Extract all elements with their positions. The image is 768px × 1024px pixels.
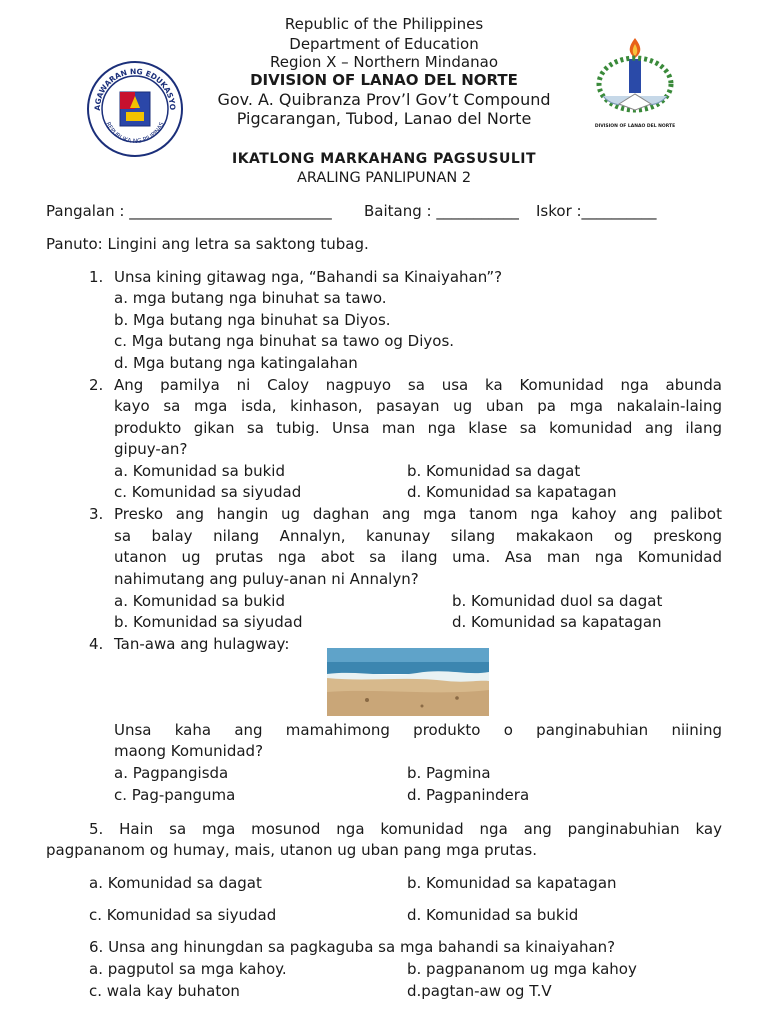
q1-text: Unsa kining gitawag nga, “Bahandi sa Kinaiyahan”? <box>114 268 503 286</box>
division-logo-caption: DIVISION OF LANAO DEL NORTE <box>594 124 676 129</box>
q2-option-b[interactable]: b. Komunidad sa dagat <box>407 462 581 480</box>
q2-option-d[interactable]: d. Komunidad sa kapatagan <box>407 483 617 501</box>
q2-text-line4: gipuy-an? <box>114 440 188 458</box>
q4-question-line2: maong Komunidad? <box>114 742 264 760</box>
q1-option-a[interactable]: a. mga butang nga binuhat sa tawo. <box>114 289 387 307</box>
q5-text-line2: pagpananom og humay, mais, utanon ug uban pang mga prutas. <box>46 841 538 859</box>
q5-text-line1: 5. Hain sa mga mosunod nga komunidad nga ang panginabuhian kay <box>89 820 722 838</box>
q4-option-a[interactable]: a. Pagpangisda <box>114 764 229 782</box>
q6-option-b[interactable]: b. pagpananom ug mga kahoy <box>407 960 637 978</box>
q6-option-c[interactable]: c. wala kay buhaton <box>89 982 240 1000</box>
q3-text-line4: nahimutang ang puluy-anan ni Annalyn? <box>114 570 419 588</box>
seal-bottom-text: REPUBLIKA NG PILIPINAS <box>104 121 166 146</box>
q6-option-a[interactable]: a. pagputol sa mga kahoy. <box>89 960 287 978</box>
grade-field[interactable]: Baitang : ___________ <box>364 202 519 220</box>
header-division: DIVISION OF LANAO DEL NORTE <box>250 71 518 89</box>
q2-text-line2: kayo sa mga isda, kinhason, pasayan ug uban pa mga nakalain-laing <box>114 397 722 415</box>
score-field[interactable]: Iskor :__________ <box>536 202 657 220</box>
q3-text-line1: Presko ang hangin ug daghan ang mga tanom nga kahoy ang palibot <box>114 505 722 523</box>
instructions: Panuto: Lingini ang letra sa saktong tubag. <box>46 235 369 253</box>
q4-option-c[interactable]: c. Pag-panguma <box>114 786 236 804</box>
q3-option-a[interactable]: a. Komunidad sa bukid <box>114 592 285 610</box>
q3-number: 3. <box>89 505 104 523</box>
seal-top-text: AGAWARAN NG EDUKASYO <box>92 66 178 111</box>
q3-option-b[interactable]: b. Komunidad duol sa dagat <box>452 592 663 610</box>
q1-option-c[interactable]: c. Mga butang nga binuhat sa tawo og Diyos. <box>114 332 455 350</box>
q4-question-line1: Unsa kaha ang mamahimong produkto o panginabuhian niining <box>114 721 722 739</box>
q2-text-line3: produkto gikan sa tubig. Unsa man nga klase sa komunidad ang ilang <box>114 419 722 437</box>
q3-option-d[interactable]: d. Komunidad sa kapatagan <box>452 613 662 631</box>
exam-subject: ARALING PANLIPUNAN 2 <box>296 170 472 186</box>
q3-text-line2: sa balay nilang Annalyn, kanunay silang makakaon og preskong <box>114 527 722 545</box>
header-address: Gov. A. Quibranza Prov’l Gov’t Compound <box>217 90 551 109</box>
q2-text-line1: Ang pamilya ni Caloy nagpuyo sa usa ka Komunidad nga abunda <box>114 376 722 394</box>
q1-option-d[interactable]: d. Mga butang nga katingalahan <box>114 354 358 372</box>
header-department: Department of Education <box>289 35 479 53</box>
q4-option-d[interactable]: d. Pagpanindera <box>407 786 530 804</box>
q6-option-d[interactable]: d.pagtan-aw og T.V <box>407 982 552 1000</box>
q3-text-line3: utanon ug prutas nga abot sa ilang uma. Asa man nga Komunidad <box>114 548 722 566</box>
q5-option-d[interactable]: d. Komunidad sa bukid <box>407 906 579 924</box>
q5-option-a[interactable]: a. Komunidad sa dagat <box>89 874 262 892</box>
header-region: Region X – Northern Mindanao <box>270 53 498 71</box>
q3-option-c[interactable]: b. Komunidad sa siyudad <box>114 613 303 631</box>
q2-option-a[interactable]: a. Komunidad sa bukid <box>114 462 285 480</box>
name-field[interactable]: Pangalan : ___________________________ <box>46 202 332 220</box>
q2-number: 2. <box>89 376 104 394</box>
q4-text: Tan-awa ang hulagway: <box>114 635 290 653</box>
q2-option-c[interactable]: c. Komunidad sa siyudad <box>114 483 302 501</box>
q1-number: 1. <box>89 268 104 286</box>
beach-picture <box>327 648 489 716</box>
q5-option-b[interactable]: b. Komunidad sa kapatagan <box>407 874 617 892</box>
header-republic: Republic of the Philippines <box>284 15 484 33</box>
header-location: Pigcarangan, Tubod, Lanao del Norte <box>236 109 532 128</box>
q4-option-b[interactable]: b. Pagmina <box>407 764 491 782</box>
q1-option-b[interactable]: b. Mga butang nga binuhat sa Diyos. <box>114 311 391 329</box>
exam-title: IKATLONG MARKAHANG PAGSUSULIT <box>231 151 536 167</box>
q6-text: 6. Unsa ang hinungdan sa pagkaguba sa mga bahandi sa kinaiyahan? <box>89 938 616 956</box>
q4-number: 4. <box>89 635 104 653</box>
q5-option-c[interactable]: c. Komunidad sa siyudad <box>89 906 277 924</box>
